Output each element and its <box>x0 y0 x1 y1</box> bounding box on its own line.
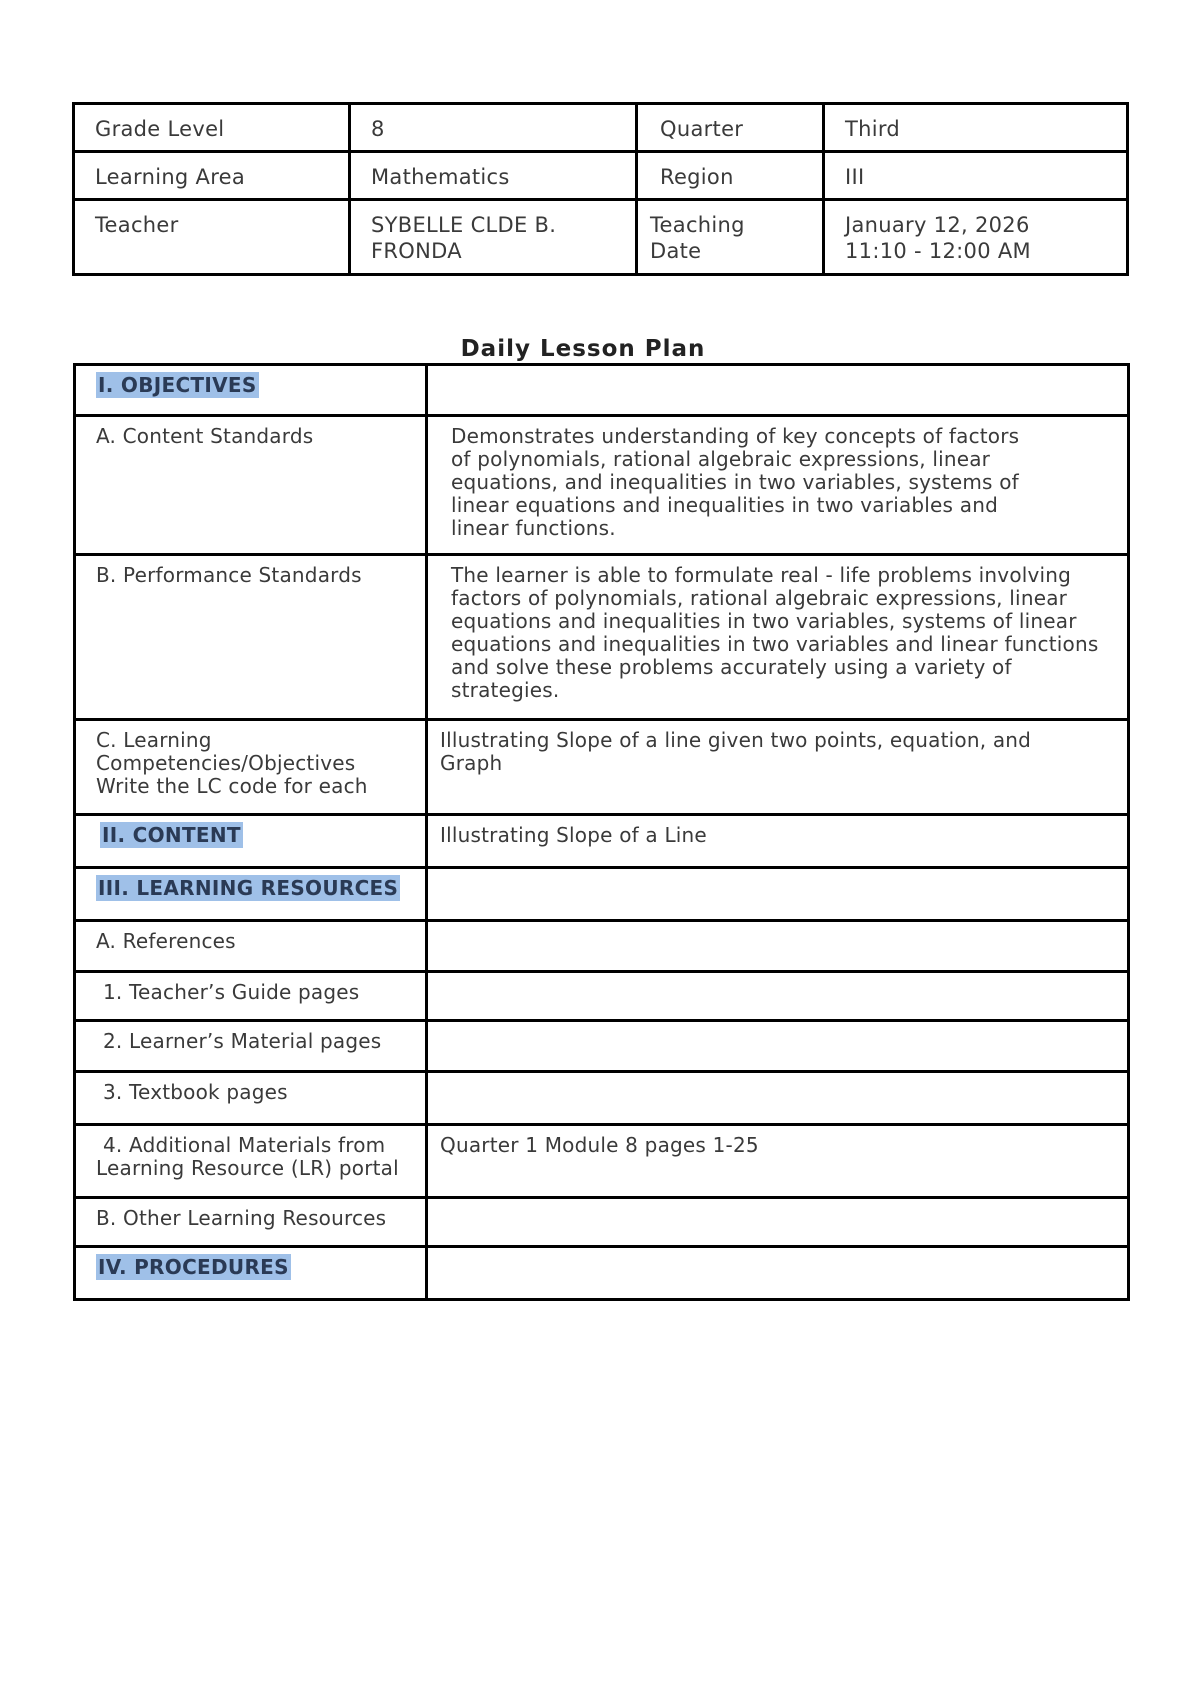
section-row-procedures <box>75 1247 1129 1300</box>
teacher-label: Teacher <box>74 200 350 275</box>
region-label: Region <box>637 152 824 200</box>
teacher-value: SYBELLE CLDE B. FRONDA <box>350 200 637 275</box>
procedures-value <box>427 1247 1129 1300</box>
learners-material-label: 2. Learner’s Material pages <box>103 1029 382 1053</box>
learning-area-label: Learning Area <box>74 152 350 200</box>
additional-materials-label-line2: Learning Resource (LR) portal <box>96 1156 399 1180</box>
grade-level-value: 8 <box>350 104 637 152</box>
performance-standards-label: B. Performance Standards <box>75 555 427 720</box>
row-teachers-guide <box>75 972 1129 1021</box>
lesson-info-table <box>72 102 1129 276</box>
content-value: Illustrating Slope of a Line <box>427 815 1129 868</box>
row-other-learning-resources <box>75 1198 1129 1247</box>
teaching-date-value: January 12, 2026 11:10 - 12:00 AM <box>824 200 1128 275</box>
objectives-value <box>427 365 1129 416</box>
content-standards-value: Demonstrates understanding of key concepts of factors of polynomials, rational algebraic expressions, linear equations, and inequalities in two variables, systems of linear equations and inequalities in two variables and linear functions. <box>427 416 1129 555</box>
learning-competencies-value: Illustrating Slope of a line given two points, equation, and Graph <box>427 720 1129 815</box>
references-label: A. References <box>75 921 427 972</box>
learners-material-value <box>427 1021 1129 1072</box>
additional-materials-label-line1: 4. Additional Materials from <box>103 1133 386 1157</box>
teaching-date-label: Teaching Date <box>637 200 824 275</box>
row-performance-standards <box>75 555 1129 720</box>
textbook-label: 3. Textbook pages <box>103 1080 288 1104</box>
quarter-value: Third <box>824 104 1128 152</box>
learning-resources-value <box>427 868 1129 921</box>
other-learning-resources-label: B. Other Learning Resources <box>75 1198 427 1247</box>
row-textbook <box>75 1072 1129 1125</box>
row-learning-competencies <box>75 720 1129 815</box>
page-title: Daily Lesson Plan <box>460 336 706 362</box>
section-heading-procedures: IV. PROCEDURES <box>98 1255 289 1279</box>
section-heading-objectives: I. OBJECTIVES <box>98 373 257 397</box>
section-row-objectives <box>75 365 1129 416</box>
grade-level-label: Grade Level <box>74 104 350 152</box>
additional-materials-value: Quarter 1 Module 8 pages 1-25 <box>427 1125 1129 1198</box>
learning-area-value: Mathematics <box>350 152 637 200</box>
learning-competencies-label: C. Learning Competencies/Objectives Write the LC code for each <box>75 720 427 815</box>
info-row-grade <box>74 104 1128 152</box>
section-heading-content: II. CONTENT <box>102 823 241 847</box>
info-row-teacher <box>74 200 1128 275</box>
quarter-label: Quarter <box>637 104 824 152</box>
references-value <box>427 921 1129 972</box>
region-value: III <box>824 152 1128 200</box>
teachers-guide-value <box>427 972 1129 1021</box>
info-row-area <box>74 152 1128 200</box>
section-row-learning-resources <box>75 868 1129 921</box>
daily-lesson-plan-table <box>73 363 1130 1301</box>
other-learning-resources-value <box>427 1198 1129 1247</box>
teachers-guide-label: 1. Teacher’s Guide pages <box>103 980 360 1004</box>
content-standards-label: A. Content Standards <box>75 416 427 555</box>
row-references <box>75 921 1129 972</box>
performance-standards-value: The learner is able to formulate real - life problems involving factors of polynomials, rational algebraic expressions, linear equations and inequalities in two variables, systems of linear equations and inequalities in two variables and linear functions and solve these problems accurately using a variety of strategies. <box>427 555 1129 720</box>
textbook-value <box>427 1072 1129 1125</box>
section-row-content <box>75 815 1129 868</box>
row-additional-materials <box>75 1125 1129 1198</box>
row-learners-material <box>75 1021 1129 1072</box>
section-heading-learning-resources: III. LEARNING RESOURCES <box>98 876 399 900</box>
row-content-standards <box>75 416 1129 555</box>
